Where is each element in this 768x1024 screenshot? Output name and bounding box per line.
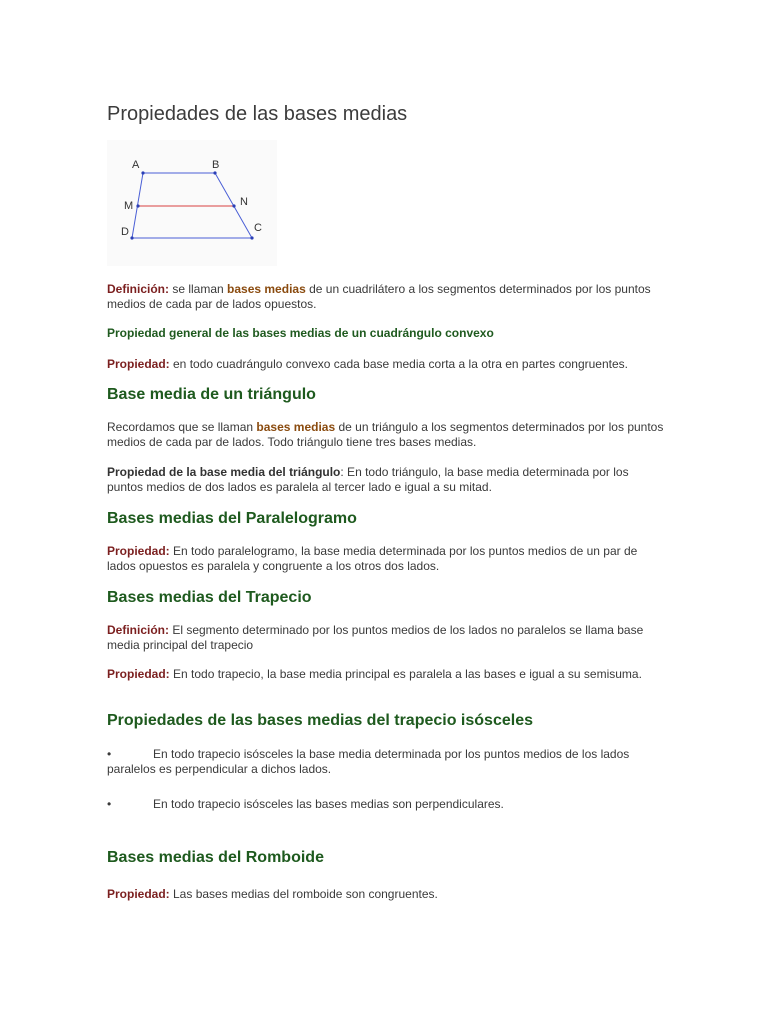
heading-trapecio-isosceles: Propiedades de las bases medias del trapecio isósceles <box>107 712 533 729</box>
parallelogram-property-label: Propiedad: <box>107 544 170 558</box>
bullet-icon: • <box>107 747 112 761</box>
label-d: D <box>121 226 129 238</box>
bullet-item-1 <box>107 747 667 777</box>
trapezoid-property-paragraph <box>107 667 667 682</box>
heading-paralelogramo: Bases medias del Paralelogramo <box>107 510 357 527</box>
property-label: Propiedad: <box>107 357 170 371</box>
keyword-bases-medias: bases medias <box>227 282 306 296</box>
trapezoid-property-label: Propiedad: <box>107 667 170 681</box>
bullet-text-1: En todo trapecio isósceles la base media determinada por los puntos medios de los lados paralelos es perpendicular a dichos lados. <box>107 747 630 776</box>
trapezoid-diagram <box>107 140 277 266</box>
point-c <box>250 236 253 239</box>
page-title: Propiedades de las bases medias <box>107 103 408 125</box>
point-m <box>136 204 139 207</box>
triangle-property-text: : En todo triángulo, la base media determinada por los puntos medios de dos lados es paralela al tercer lado e igual a su mitad. <box>107 465 629 494</box>
trapezoid-definition-text: El segmento determinado por los puntos medios de los lados no paralelos se llama base media principal del trapecio <box>107 623 644 652</box>
definition-label: Definición: <box>107 282 169 296</box>
definition-paragraph <box>107 282 667 312</box>
parallelogram-property-text: En todo paralelogramo, la base media determinada por los puntos medios de un par de lados opuestos es paralela y congruente a los otros dos lados. <box>107 544 638 573</box>
bullet-text-2: En todo trapecio isósceles las bases medias son perpendiculares. <box>153 797 504 811</box>
heading-trapecio: Bases medias del Trapecio <box>107 589 312 606</box>
point-b <box>213 171 216 174</box>
label-b: B <box>212 159 220 171</box>
trapezoid-definition-paragraph <box>107 623 667 653</box>
parallelogram-property-paragraph <box>107 544 667 574</box>
trapezoid-definition-label: Definición: <box>107 623 169 637</box>
triangle-property-label: Propiedad de la base media del triángulo <box>107 465 341 479</box>
bullet-icon: • <box>107 797 112 811</box>
bullet-item-2 <box>107 797 667 812</box>
triangle-intro-pre: Recordamos que se llaman <box>107 420 257 434</box>
general-property-heading <box>107 326 667 341</box>
point-a <box>141 171 144 174</box>
label-c: C <box>254 222 262 234</box>
keyword-bases-medias-2: bases medias <box>256 420 336 434</box>
heading-triangulo: Base media de un triángulo <box>107 386 316 403</box>
property-paragraph-1 <box>107 357 667 372</box>
triangle-intro-paragraph <box>107 420 667 450</box>
rhomboid-property-paragraph <box>107 887 667 902</box>
rhomboid-property-label: Propiedad: <box>107 887 170 901</box>
point-d <box>130 236 133 239</box>
trapezoid-figure <box>107 140 277 266</box>
general-property-heading-text: Propiedad general de las bases medias de un cuadrángulo convexo <box>107 326 494 340</box>
heading-romboide: Bases medias del Romboide <box>107 849 324 866</box>
definition-text-post: de un cuadrilátero a los segmentos determinados por los puntos medios de cada par de lados opuestos. <box>107 282 651 311</box>
rhomboid-property-text: Las bases medias del romboide son congruentes. <box>169 887 438 901</box>
point-n <box>232 204 235 207</box>
definition-text-pre: se llaman <box>169 282 228 296</box>
triangle-property-paragraph <box>107 465 667 495</box>
trapezoid-property-text: En todo trapecio, la base media principal es paralela a las bases e igual a su semisuma. <box>169 667 642 681</box>
label-m: M <box>124 200 134 212</box>
label-a: A <box>132 159 140 171</box>
property-text: en todo cuadrángulo convexo cada base media corta a la otra en partes congruentes. <box>169 357 628 371</box>
triangle-intro-post: de un triángulo a los segmentos determinados por los puntos medios de cada par de lados. Todo triángulo tiene tres bases medias. <box>107 420 664 449</box>
label-n: N <box>240 196 248 208</box>
